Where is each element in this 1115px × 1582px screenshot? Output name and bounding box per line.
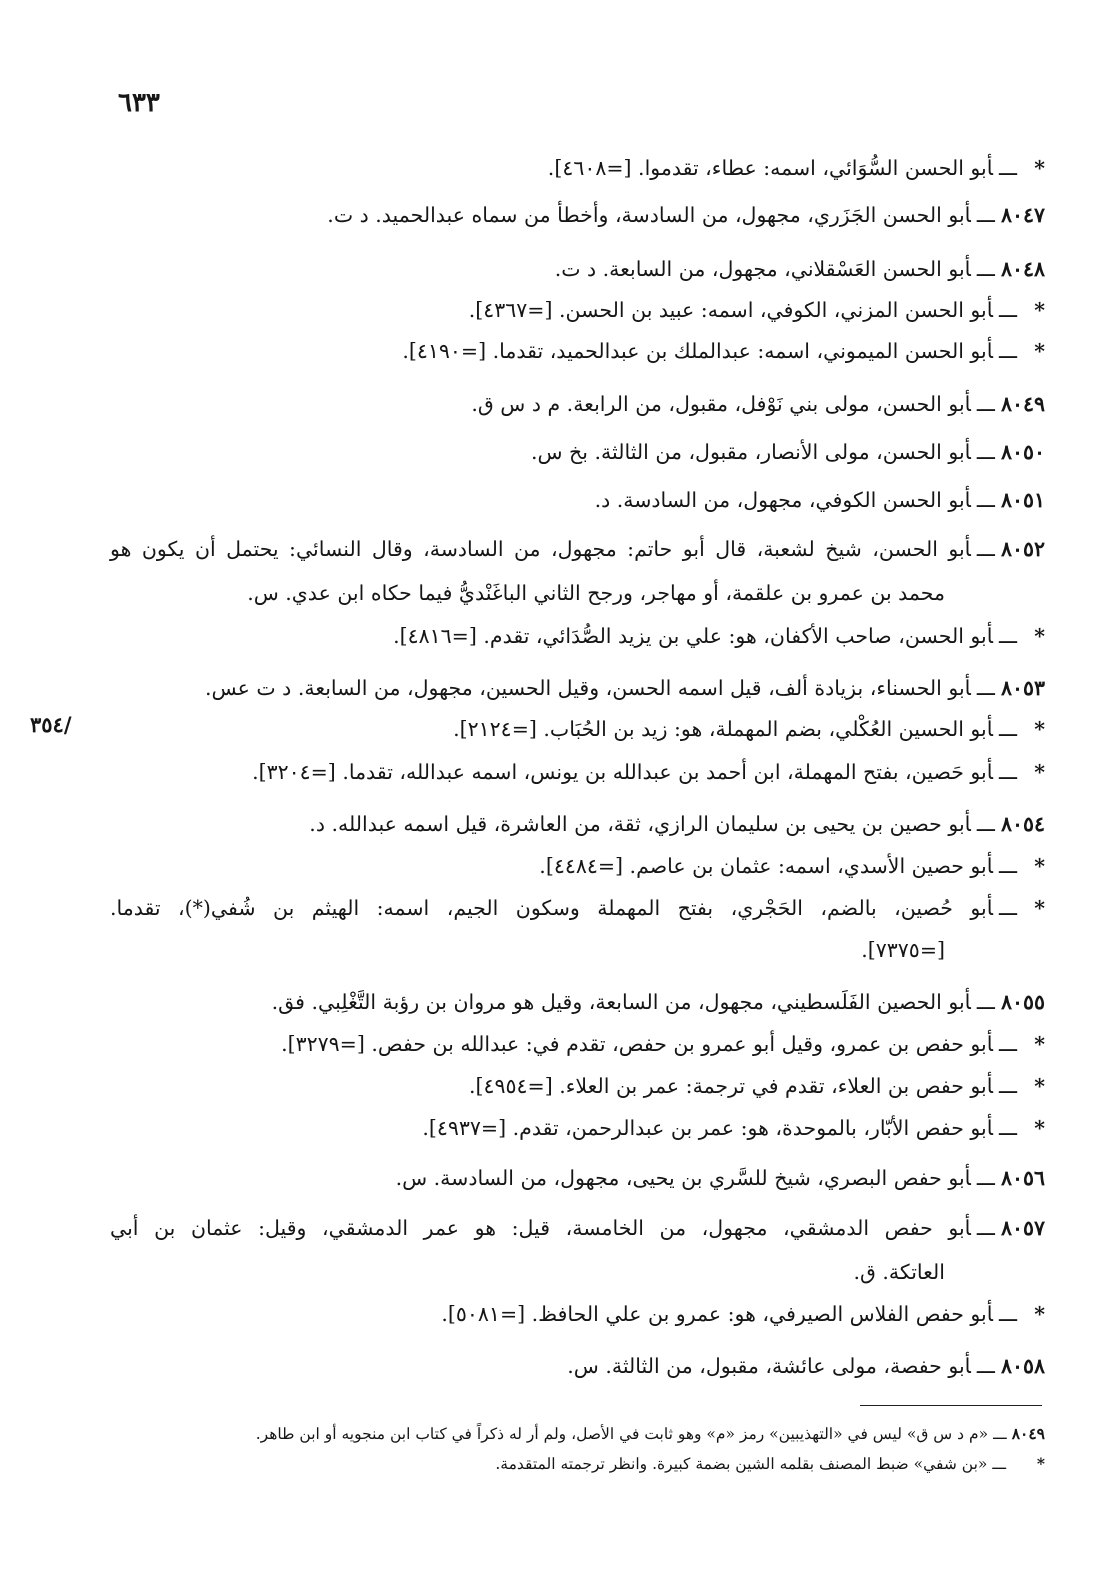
dash: ـــ	[976, 676, 995, 700]
entry-text: أبو حصين بن يحيى بن سليمان الرازي، ثقة، من العاشرة، قيل اسمه عبدالله. د.	[309, 812, 971, 836]
entry-cross-reference	[252, 762, 1045, 783]
dash: ـــ	[976, 1354, 995, 1378]
dash: ـــ	[998, 1032, 1017, 1056]
footnote-marker: ٨٠٤٩	[1011, 1424, 1045, 1443]
entry-cross-reference	[453, 719, 1045, 740]
entry-text: أبو الحسن المزني، الكوفي، اسمه: عبيد بن الحسن. [=٤٣٦٧].	[468, 298, 993, 322]
entry-text: أبو الحسين العُكْلي، بضم المهملة، هو: زيد بن الحُبَاب. [=٢١٢٤].	[453, 717, 993, 741]
entry-cross-reference	[548, 158, 1045, 179]
footnote-marker: *	[1036, 1454, 1045, 1473]
entry-8050	[531, 442, 1045, 463]
entry-marker: ٨٠٥٥	[1000, 990, 1045, 1014]
entry-text: أبو الحسن الجَزَري، مجهول، من السادسة، وأخطأ من سماه عبدالحميد. د ت.	[327, 203, 971, 227]
dash: ـــ	[976, 440, 995, 464]
entry-marker: ٨٠٥٠	[1000, 440, 1045, 464]
entry-cross-reference	[110, 898, 1045, 919]
entry-text: أبو الحسن، مولى الأنصار، مقبول، من الثالثة. بخ س.	[531, 440, 971, 464]
dash: ـــ	[976, 1166, 995, 1190]
footnote	[256, 1426, 1045, 1443]
entry-text: أبو حفص بن العلاء، تقدم في ترجمة: عمر بن العلاء. [=٤٩٥٤].	[468, 1074, 993, 1098]
entry-continuation: محمد بن عمرو بن علقمة، أو مهاجر، ورجح الثاني الباغَنْديُّ فيما حكاه ابن عدي. س.	[247, 581, 945, 605]
entry-text: أبو الحسن، شيخ لشعبة، قال أبو حاتم: مجهول، من السادسة، وقال النسائي: يحتمل أن يكون هو	[110, 537, 971, 561]
entry-text: أبو حفص البصري، شيخ للسَّري بن يحيى، مجهول، من السادسة. س.	[395, 1166, 971, 1190]
entry-marker: *	[1034, 1302, 1045, 1326]
footnote-text: «م د س ق» ليس في «التهذيبين» رمز «م» وهو ثابت في الأصل، ولم أر له ذكراً في كتاب ابن منجويه أو ابن طاهر.	[255, 1425, 989, 1443]
entry-8048	[555, 259, 1045, 280]
entry-marker: ٨٠٤٨	[1000, 257, 1045, 281]
entry-continuation: [=٧٣٧٥].	[861, 938, 945, 962]
entry-cross-reference	[539, 856, 1045, 877]
page-number: ٦٣٣	[118, 88, 160, 118]
dash: ـــ	[998, 298, 1017, 322]
entry-marker: *	[1034, 156, 1045, 180]
entry-8057	[110, 1218, 1045, 1239]
entry-cross-reference	[393, 626, 1045, 647]
entry-cross-reference	[469, 300, 1045, 321]
entry-marker: *	[1034, 339, 1045, 363]
dash: ـــ	[998, 624, 1017, 648]
entry-marker: ٨٠٤٧	[1000, 203, 1045, 227]
entry-marker: ٨٠٥٦	[1000, 1166, 1045, 1190]
entry-marker: ٨٠٥٨	[1000, 1354, 1045, 1378]
dash: ـــ	[998, 339, 1017, 363]
entry-cross-reference	[441, 1304, 1045, 1325]
entry-text: أبو الحسن، صاحب الأكفان، هو: علي بن يزيد الصُّدَائي، تقدم. [=٤٨١٦].	[393, 624, 993, 648]
entry-8051	[595, 490, 1045, 511]
footnote	[495, 1456, 1045, 1473]
dash: ـــ	[976, 537, 995, 561]
entry-8055	[272, 992, 1045, 1013]
entry-text: أبو الحسن السُّوَائي، اسمه: عطاء، تقدموا. [=٤٦٠٨].	[547, 156, 993, 180]
entry-marker: ٨٠٥١	[1000, 488, 1045, 512]
entry-continuation: العاتكة. ق.	[853, 1260, 945, 1284]
entry-text: أبو الحصين الفَلَسطيني، مجهول، من السابعة، وقيل هو مروان بن رؤبة التَّغْلِبي. فق.	[271, 990, 971, 1014]
entry-text: أبو حفص الأبّار، بالموحدة، هو: عمر بن عبدالرحمن، تقدم. [=٤٩٣٧].	[422, 1116, 993, 1140]
entry-marker: *	[1034, 717, 1045, 741]
entry-marker: *	[1034, 1116, 1045, 1140]
entry-marker: *	[1034, 896, 1045, 920]
entry-marker: *	[1034, 854, 1045, 878]
footnote-divider	[860, 1405, 1042, 1406]
entry-text: أبو الحسناء، بزيادة ألف، قيل اسمه الحسن، وقيل الحسين، مجهول، من السابعة. د ت عس.	[204, 676, 971, 700]
entry-marker: *	[1034, 1032, 1045, 1056]
entry-text: أبو حصين الأسدي، اسمه: عثمان بن عاصم. [=٤٤٨٤].	[539, 854, 993, 878]
dash: ـــ	[976, 488, 995, 512]
entry-marker: ٨٠٥٢	[1000, 537, 1045, 561]
entry-text: أبو حفص الدمشقي، مجهول، من الخامسة، قيل: هو عمر الدمشقي، وقيل: عثمان بن أبي	[110, 1216, 971, 1240]
entry-text: أبو حفص الفلاس الصيرفي، هو: عمرو بن علي الحافظ. [=٥٠٨١].	[441, 1302, 993, 1326]
entry-text: أبو حُصين، بالضم، الحَجْري، بفتح المهملة وسكون الجيم، اسمه: الهيثم بن شُفي(*)، تقدما.	[110, 896, 993, 920]
dash: ـــ	[998, 1116, 1017, 1140]
entry-cross-reference	[422, 1118, 1045, 1139]
dash: ـــ	[992, 1455, 1006, 1473]
dash: ـــ	[976, 990, 995, 1014]
entry-marker: ٨٠٥٣	[1000, 676, 1045, 700]
entry-marker: *	[1034, 624, 1045, 648]
entry-8049	[471, 394, 1045, 415]
dash: ـــ	[976, 203, 995, 227]
dash: ـــ	[998, 854, 1017, 878]
dash: ـــ	[976, 257, 995, 281]
margin-note: /٣٥٤	[30, 712, 72, 737]
dash: ـــ	[998, 156, 1017, 180]
entry-text: أبو حفص بن عمرو، وقيل أبو عمرو بن حفص، تقدم في: عبدالله بن حفص. [=٣٢٧٩].	[281, 1032, 993, 1056]
entry-marker: *	[1034, 760, 1045, 784]
dash: ـــ	[998, 1074, 1017, 1098]
entry-cross-reference	[469, 1076, 1045, 1097]
entry-8047	[327, 205, 1045, 226]
entry-8056	[396, 1168, 1045, 1189]
entry-cross-reference	[281, 1034, 1045, 1055]
footnote-text: «بن شفي» ضبط المصنف بقلمه الشين بضمة كبيرة. وانظر ترجمته المتقدمة.	[495, 1455, 988, 1473]
dash: ـــ	[976, 812, 995, 836]
entry-8054	[309, 814, 1045, 835]
entry-text: أبو الحسن الكوفي، مجهول، من السادسة. د.	[594, 488, 971, 512]
entry-marker: *	[1034, 298, 1045, 322]
entry-text: أبو حَصين، بفتح المهملة، ابن أحمد بن عبدالله بن يونس، اسمه عبدالله، تقدما. [=٣٢٠٤].	[252, 760, 993, 784]
entry-marker: ٨٠٥٧	[1000, 1216, 1045, 1240]
dash: ـــ	[998, 717, 1017, 741]
dash: ـــ	[998, 1302, 1017, 1326]
entry-8058	[567, 1356, 1045, 1377]
dash: ـــ	[976, 1216, 995, 1240]
entry-8053	[205, 678, 1045, 699]
entry-text: أبو الحسن العَسْقلاني، مجهول، من السابعة. د ت.	[554, 257, 971, 281]
entry-marker: ٨٠٥٤	[1000, 812, 1045, 836]
entry-marker: ٨٠٤٩	[1000, 392, 1045, 416]
dash: ـــ	[976, 392, 995, 416]
entry-marker: *	[1034, 1074, 1045, 1098]
entry-8052	[110, 539, 1045, 560]
entry-text: أبو الحسن الميموني، اسمه: عبدالملك بن عبدالحميد، تقدما. [=٤١٩٠].	[402, 339, 993, 363]
dash: ـــ	[998, 896, 1017, 920]
entry-text: أبو الحسن، مولى بني نَوْفل، مقبول، من الرابعة. م د س ق.	[471, 392, 971, 416]
dash: ـــ	[998, 760, 1017, 784]
entry-cross-reference	[402, 341, 1045, 362]
dash: ـــ	[993, 1425, 1007, 1443]
entry-text: أبو حفصة، مولى عائشة، مقبول، من الثالثة. س.	[567, 1354, 971, 1378]
